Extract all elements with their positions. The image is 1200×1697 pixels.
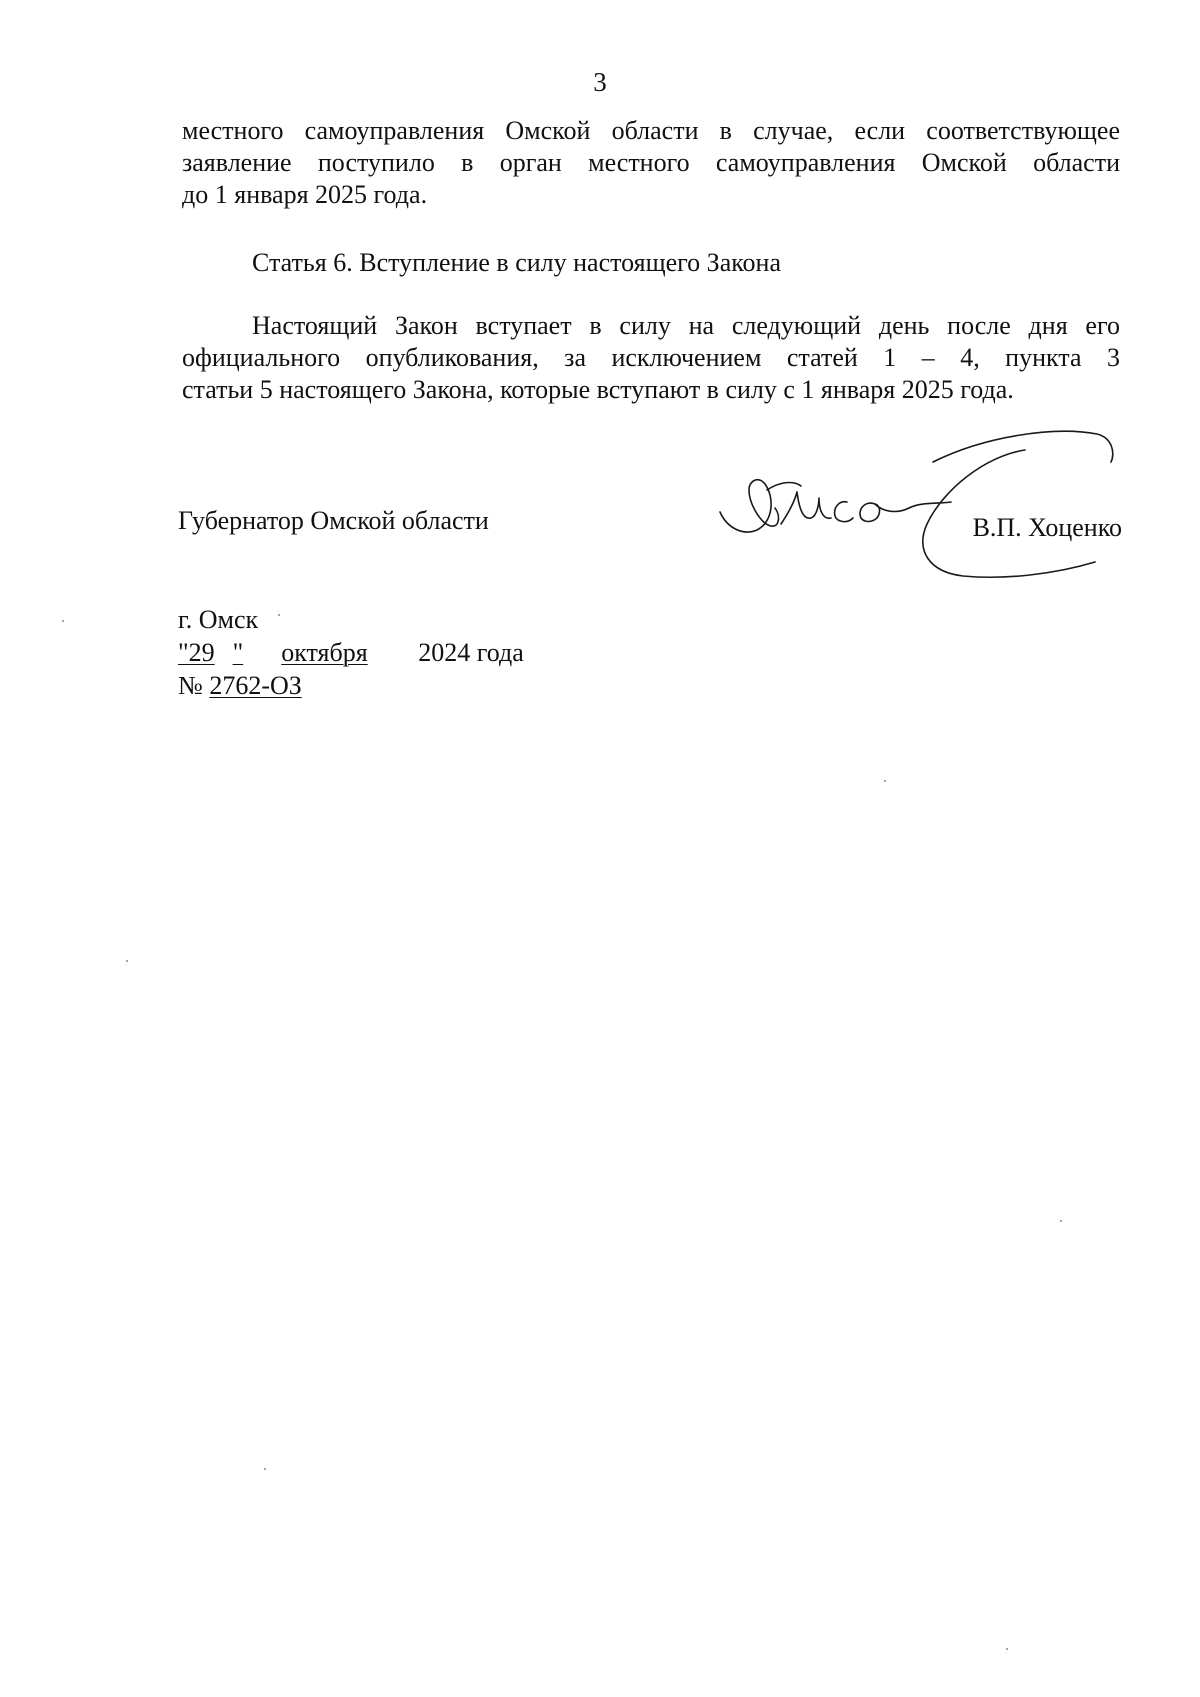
paragraph-continued <box>182 115 1120 211</box>
law-number-prefix: № <box>178 671 203 700</box>
article-6-paragraph <box>182 310 1120 406</box>
paragraph-line: официального опубликования, за исключением статей 1 – 4, пункта 3 <box>182 343 1120 372</box>
page-number: 3 <box>593 67 607 97</box>
signatory-position: Губернатор Омской области <box>178 506 489 535</box>
date-open-quote: " <box>178 638 189 667</box>
law-number-text: 2762-ОЗ <box>209 671 302 700</box>
date-day-field <box>178 638 412 667</box>
scan-speck <box>126 960 128 962</box>
place-name: г. Омск <box>178 605 259 634</box>
handwritten-signature <box>715 420 1115 585</box>
paragraph-line: до 1 января 2025 года. <box>182 180 428 209</box>
scan-speck <box>278 614 280 616</box>
date-day: 29 <box>188 638 215 667</box>
law-number-value <box>209 671 307 700</box>
date-line <box>178 636 524 669</box>
scan-speck <box>1006 1648 1008 1650</box>
place-date-block <box>178 603 524 702</box>
article-title: Статья 6. Вступление в силу настоящего Закона <box>252 248 782 277</box>
paragraph-line: Настоящий Закон вступает в силу на следующий день после дня его <box>252 311 1120 340</box>
paragraph-line: местного самоуправления Омской области в случае, если соответствующее <box>182 116 1120 145</box>
date-month: октября <box>281 638 368 667</box>
scan-speck <box>62 620 64 622</box>
place-line <box>178 603 524 636</box>
date-close-quote: " <box>232 638 244 667</box>
paragraph-line: заявление поступило в орган местного самоуправления Омской области <box>182 148 1120 177</box>
date-year: 2024 года <box>418 638 524 667</box>
scan-speck <box>264 1468 266 1470</box>
scan-speck <box>1060 1220 1062 1222</box>
signatory-name: В.П. Хоценко <box>972 513 1122 542</box>
paragraph-line: статьи 5 настоящего Закона, которые вступают в силу с 1 января 2025 года. <box>182 375 1014 404</box>
law-number-line <box>178 669 524 702</box>
scan-speck <box>884 780 886 782</box>
